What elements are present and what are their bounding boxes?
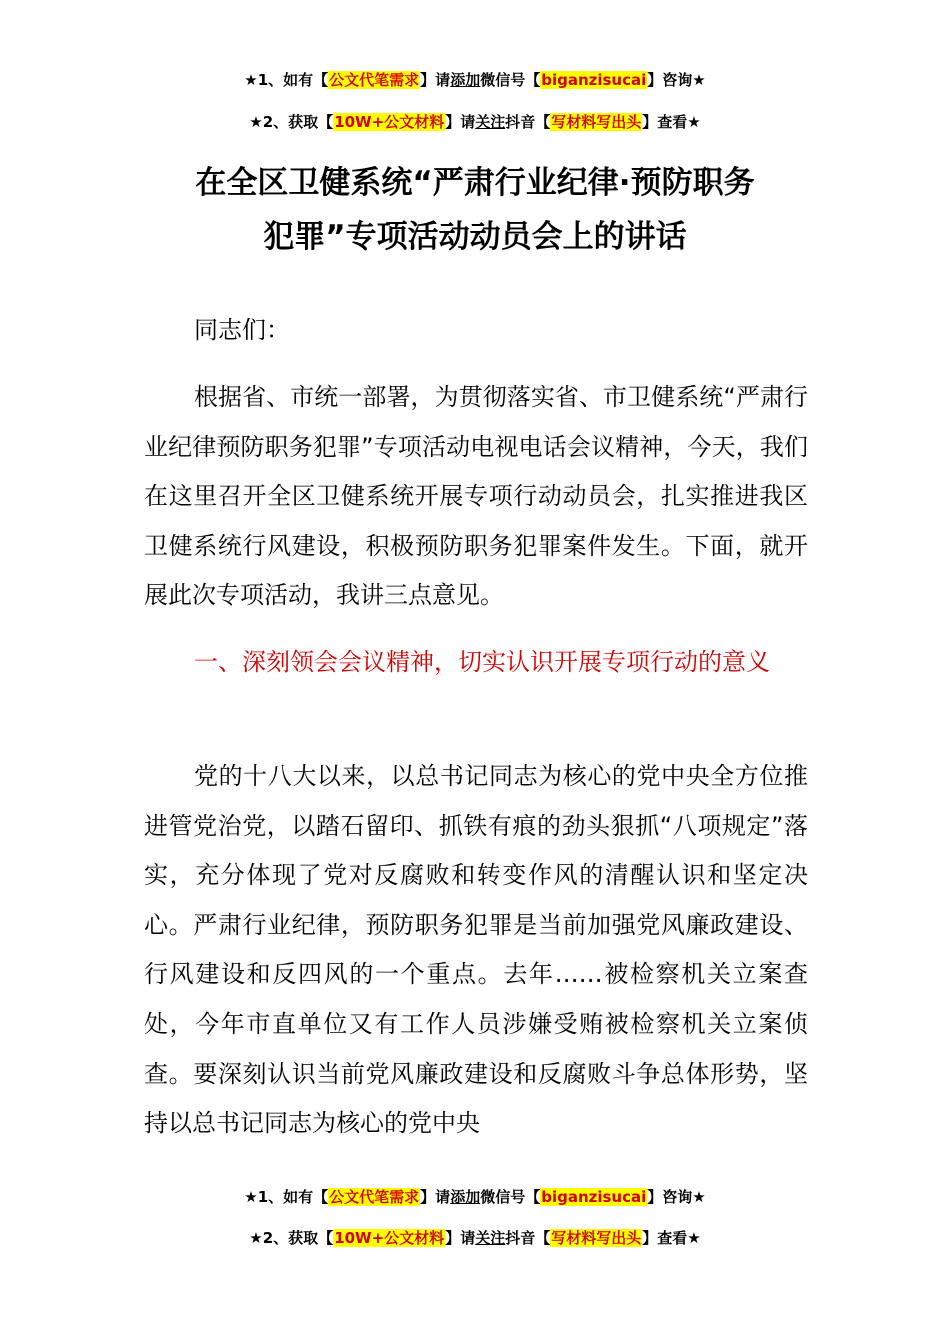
banner-text: 】请 <box>420 71 451 89</box>
paragraph-intro: 根据省、市统一部署，为贯彻落实省、市卫健系统“严肃行业纪律预防职务犯罪”专项活动电视电话会议精神，今天，我们在这里召开全区卫健系统开展专项行动动员会，扎实推进我区卫健系统行风建设，积极预防职务犯罪案件发生。下面，就开展此次专项活动，我讲三点意见。 <box>144 383 808 610</box>
top-banner-line-1 <box>0 69 950 91</box>
banner-underline-text: 关注 <box>475 1229 506 1247</box>
banner-text: 】请 <box>420 1188 451 1206</box>
title-line-1: 在全区卫健系统“严肃行业纪律·预防职务 <box>195 165 755 201</box>
bottom-banner-line-2 <box>0 1227 950 1249</box>
paragraph-section-1: 党的十八大以来，以总书记同志为核心的党中央全方位推进管党治党，以踏石留印、抓铁有痕的劲头狠抓“八项规定”落实，充分体现了党对反腐败和转变作风的清醒认识和坚定决心。严肃行业纪律，预防职务犯罪是当前加强党风廉政建设、行风建设和反四风的一个重点。去年……被检察机关立案查处，今年市直单位又有工作人员涉嫌受贿被检察机关立案侦查。要深刻认识当前党风廉政建设和反腐败斗争总体形势，坚持以总书记同志为核心的党中央 <box>144 762 808 1138</box>
banner-text: 抖音【 <box>505 113 551 131</box>
banner-suffix: 】查看★ <box>642 1229 701 1247</box>
top-banner-line-2 <box>0 111 950 133</box>
salutation: 同志们： <box>194 316 290 344</box>
banner-prefix: ★1、如有【 <box>244 1188 329 1206</box>
banner-prefix: ★2、获取【 <box>249 1229 334 1247</box>
banner-text: 微信号【 <box>480 1188 541 1206</box>
banner-highlight-douyin: 写材料写出头 <box>551 113 642 131</box>
banner-suffix: 】咨询★ <box>647 1188 706 1206</box>
banner-highlight-wechat-id: biganzisucai <box>541 1188 647 1206</box>
banner-text: 抖音【 <box>505 1229 551 1247</box>
document-title <box>90 156 860 264</box>
banner-highlight-materials: 10W+公文材料 <box>334 113 445 131</box>
banner-text: 】请 <box>445 113 476 131</box>
banner-highlight-douyin: 写材料写出头 <box>551 1229 642 1247</box>
banner-text: 】请 <box>445 1229 476 1247</box>
banner-highlight-service: 公文代笔需求 <box>329 71 420 89</box>
banner-highlight-materials: 10W+公文材料 <box>334 1229 445 1247</box>
banner-highlight-wechat-id: biganzisucai <box>541 71 647 89</box>
banner-prefix: ★1、如有【 <box>244 71 329 89</box>
banner-underline-text: 添加 <box>450 1188 481 1206</box>
title-line-2: 犯罪”专项活动动员会上的讲话 <box>263 219 687 255</box>
banner-highlight-service: 公文代笔需求 <box>329 1188 420 1206</box>
banner-suffix: 】咨询★ <box>647 71 706 89</box>
banner-underline-text: 关注 <box>475 113 506 131</box>
banner-underline-text: 添加 <box>450 71 481 89</box>
banner-suffix: 】查看★ <box>642 113 701 131</box>
section-heading-1: 一、深刻领会会议精神，切实认识开展专项行动的意义 <box>194 648 770 676</box>
banner-prefix: ★2、获取【 <box>249 113 334 131</box>
banner-text: 微信号【 <box>480 71 541 89</box>
bottom-banner-line-1 <box>0 1186 950 1208</box>
